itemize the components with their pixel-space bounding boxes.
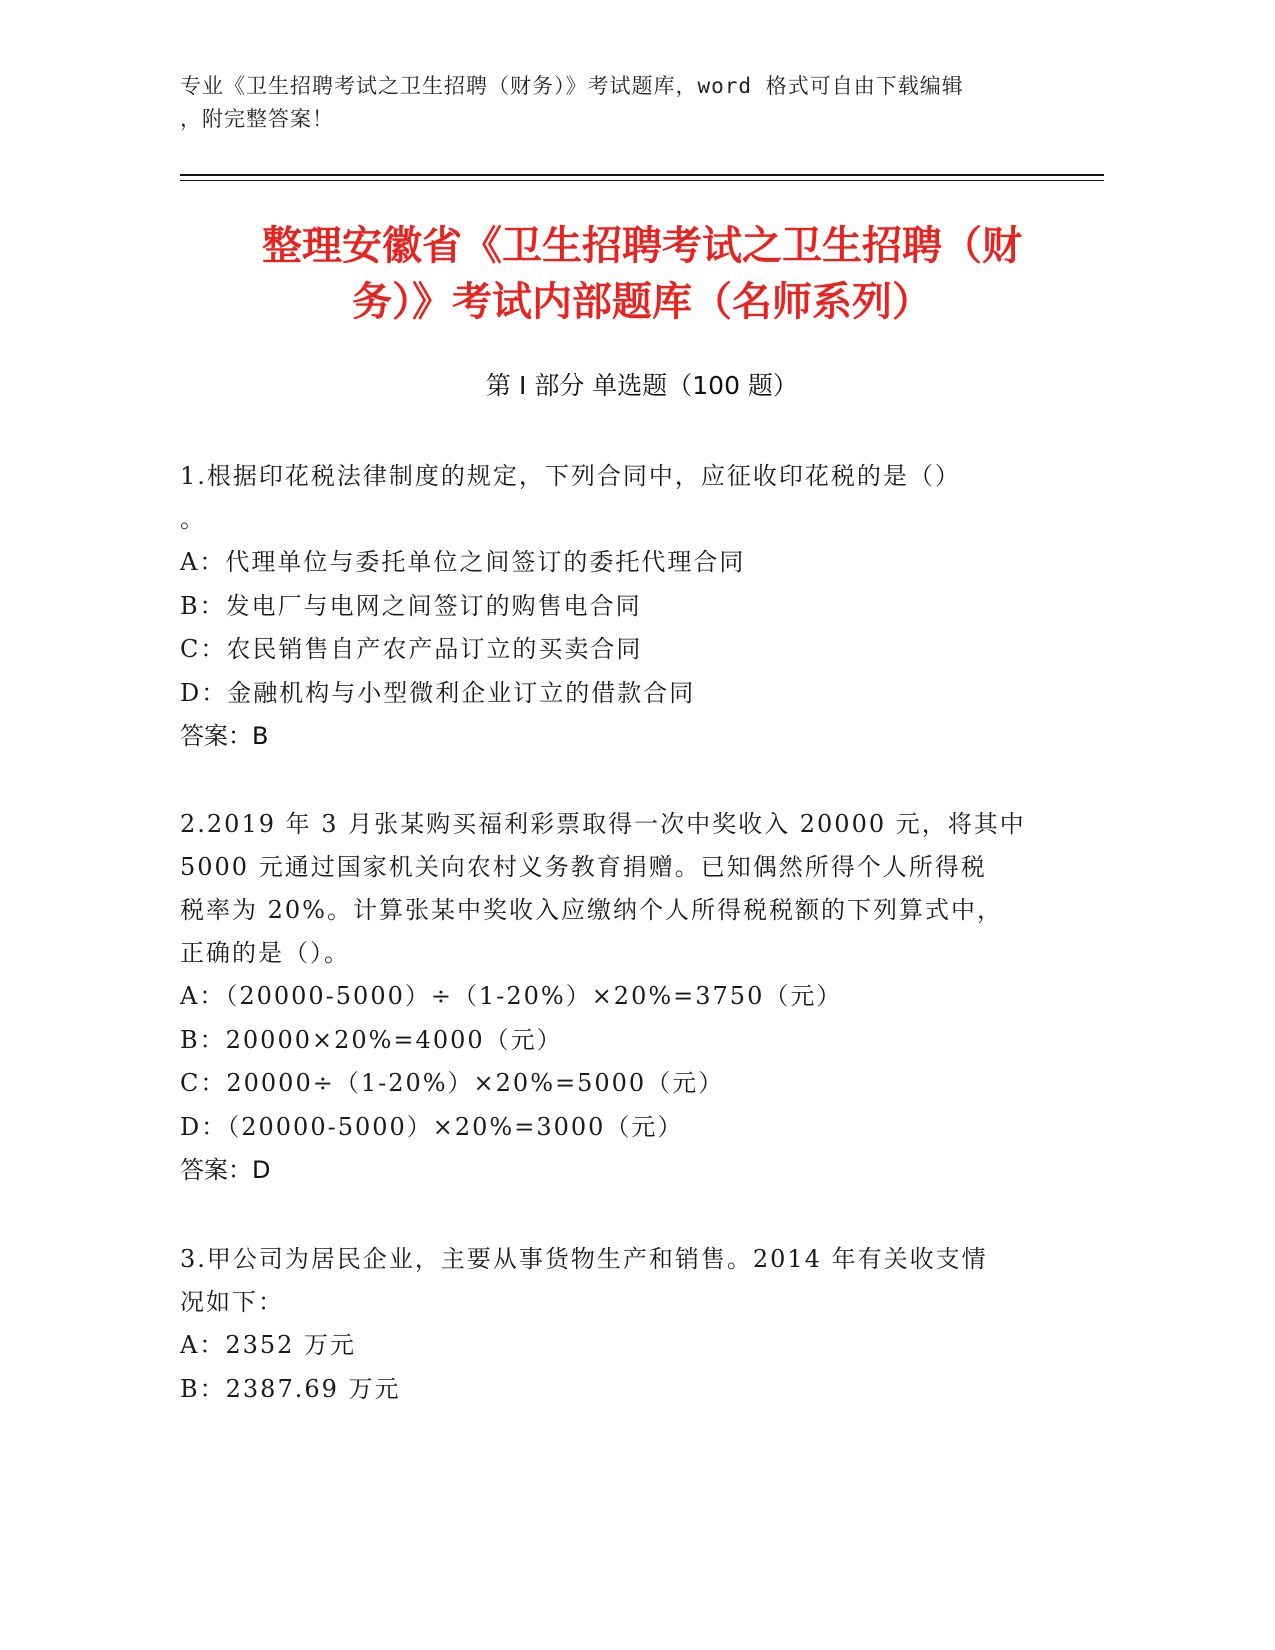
option-d: D：（20000-5000）×20%=3000（元） — [180, 1112, 684, 1141]
option-d: D：金融机构与小型微利企业订立的借款合同 — [180, 678, 696, 707]
option-a: A：2352 万元 — [180, 1331, 357, 1359]
option-b: B：20000×20%=4000（元） — [180, 1025, 563, 1054]
answer: 答案：D — [180, 1156, 271, 1184]
question-stem-line: 5000 元通过国家机关向农村义务教育捐赠。已知偶然所得个人所得税 — [180, 853, 987, 881]
page-title — [180, 218, 1104, 330]
answer: 答案：B — [180, 722, 269, 750]
question-stem-line: 税率为 20%。计算张某中奖收入应缴纳个人所得税税额的下列算式中， — [180, 896, 1003, 924]
question-stem-line: 正确的是（）。 — [180, 939, 350, 967]
section-title: 第 I 部分 单选题（100 题） — [486, 371, 798, 400]
header-note-line-2: ，附完整答案！ — [180, 107, 334, 131]
header-note — [180, 70, 1060, 136]
option-a: A：（20000-5000）÷（1-20%）×20%=3750（元） — [180, 982, 843, 1010]
question-1 — [180, 455, 1060, 758]
option-a: A：代理单位与委托单位之间签订的委托代理合同 — [180, 548, 746, 576]
question-stem-line: 。 — [180, 505, 206, 533]
header-note-line-1: 专业《卫生招聘考试之卫生招聘（财务）》考试题库，word 格式可自由下载编辑 — [180, 74, 964, 98]
question-2 — [180, 803, 1060, 1192]
question-stem-line: 1.根据印花税法律制度的规定，下列合同中，应征收印花税的是（） — [180, 462, 961, 490]
question-stem-line: 况如下： — [180, 1288, 284, 1316]
page-title-line-2: 务）》考试内部题库（名师系列） — [352, 279, 932, 325]
option-c: C：20000÷（1-20%）×20%=5000（元） — [180, 1069, 725, 1097]
question-stem-line: 3.甲公司为居民企业，主要从事货物生产和销售。2014 年有关收支情 — [180, 1245, 988, 1273]
question-3 — [180, 1238, 1060, 1411]
option-b: B：发电厂与电网之间签订的购售电合同 — [180, 591, 642, 620]
header-divider-thin — [180, 180, 1104, 181]
option-b: B：2387.69 万元 — [180, 1374, 401, 1403]
header-divider-thick — [180, 174, 1104, 176]
option-c: C：农民销售自产农产品订立的买卖合同 — [180, 635, 643, 663]
page-title-line-1: 整理安徽省《卫生招聘考试之卫生招聘（财 — [262, 223, 1022, 269]
question-stem-line: 2.2019 年 3 月张某购买福利彩票取得一次中奖收入 20000 元，将其中 — [180, 810, 1026, 838]
